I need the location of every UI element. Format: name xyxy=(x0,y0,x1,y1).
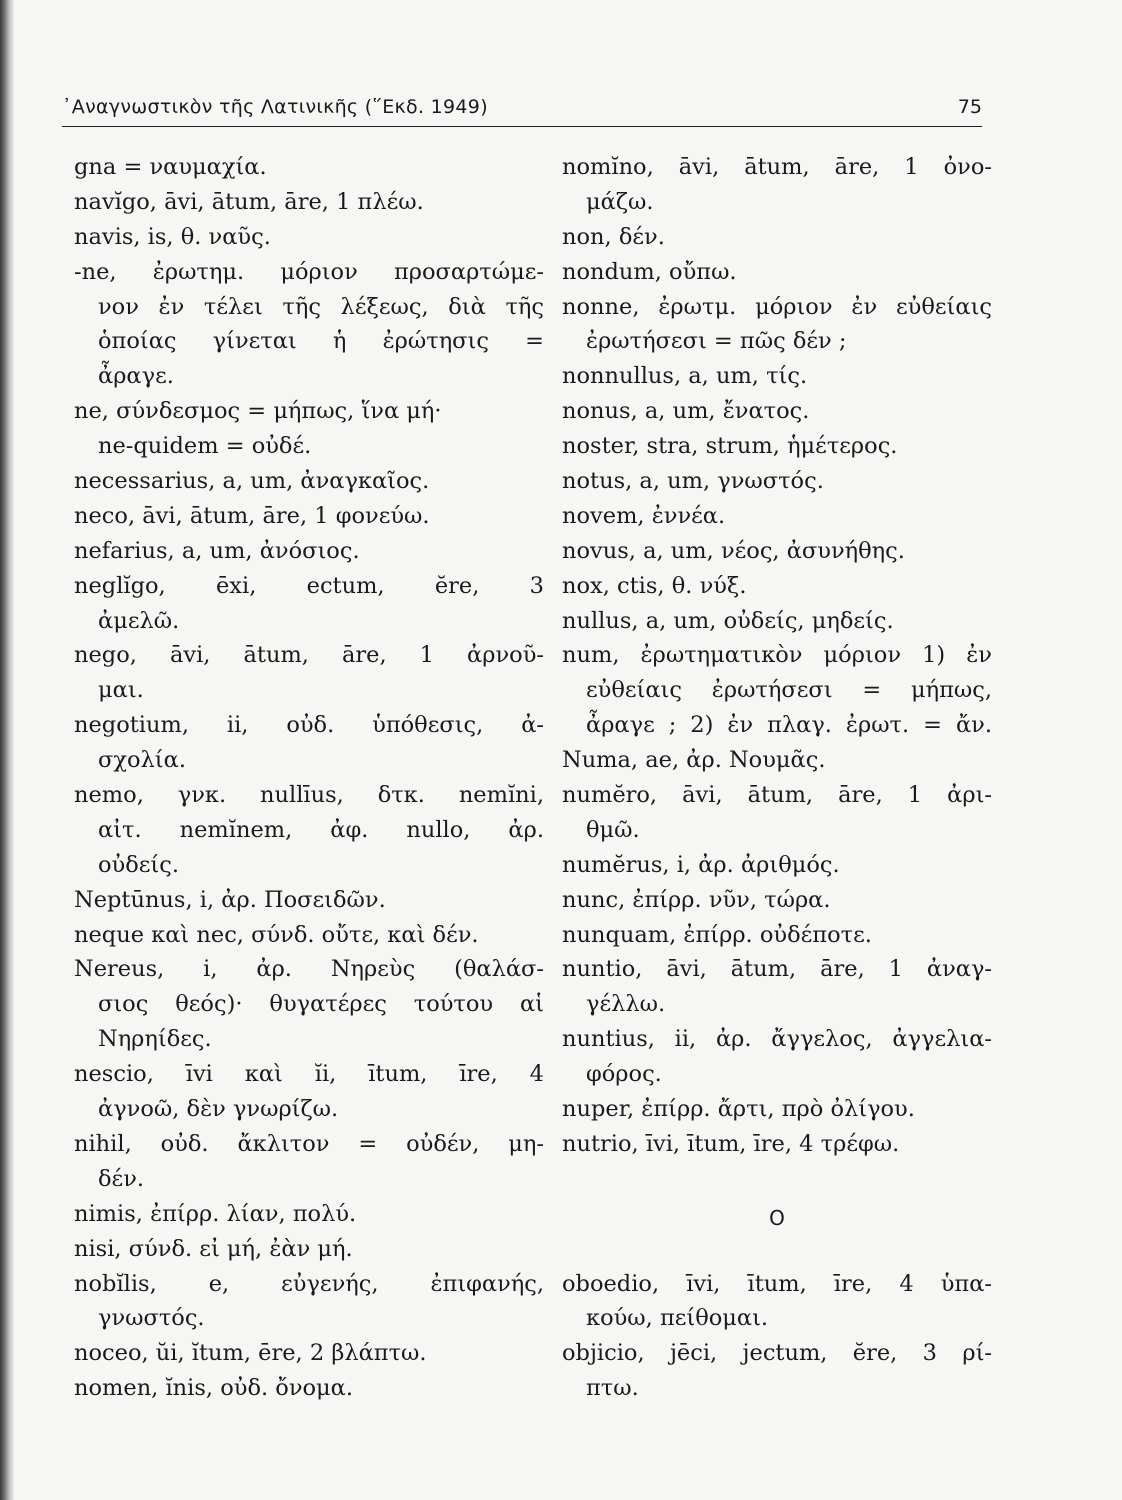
entry-line: nutrio, īvi, ītum, īre, 4 τρέφω. xyxy=(562,1130,900,1157)
entry-line: novem, ἐννέα. xyxy=(562,502,726,529)
entry-line: nuntio, āvi, ātum, āre, 1 ἀναγ- xyxy=(562,956,992,983)
entry-line: ἀμελῶ. xyxy=(98,607,180,634)
entry-line: πτω. xyxy=(586,1375,639,1402)
entry-line: nefarius, a, um, ἀνόσιος. xyxy=(74,537,360,564)
blank-line xyxy=(562,1232,992,1267)
running-header xyxy=(62,94,982,127)
entry-line: nomĭno, āvi, ātum, āre, 1 ὀνο- xyxy=(562,154,992,180)
entry-line: gna = ναυμαχία. xyxy=(74,154,267,180)
entry-line: nullus, a, um, οὐδείς, μηδείς. xyxy=(562,607,894,634)
entry-line: -ne, ἐρωτημ. μόριον προσαρτώμε- xyxy=(74,258,544,285)
header-title: ᾿Αναγνωστικὸν τῆς Λατινικῆς (῞Εκδ. 1949) xyxy=(62,96,488,118)
entry-line: σχολία. xyxy=(98,747,186,774)
entry-line: nimis, ἐπίρρ. λίαν, πολύ. xyxy=(74,1200,357,1227)
entry-line: nonus, a, um, ἔνατος. xyxy=(562,398,810,425)
entry-line: Numa, ae, ἀρ. Νουμᾶς. xyxy=(562,747,826,774)
entry-line: nescio, īvi καὶ ĭi, ītum, īre, 4 xyxy=(74,1061,544,1088)
entry-line: Nereus, i, ἀρ. Νηρεὺς (θαλάσ- xyxy=(74,956,544,983)
entry-line: neque καὶ nec, σύνδ. οὔτε, καὶ δέν. xyxy=(74,921,479,948)
entry-line: μάζω. xyxy=(586,188,654,215)
entry-line: ἆραγε ; 2) ἐν πλαγ. ἐρωτ. = ἄν. xyxy=(586,712,992,739)
entry-line: notus, a, um, γνωστός. xyxy=(562,468,824,495)
entry-line: objicio, jēci, jectum, ĕre, 3 ρί- xyxy=(562,1340,992,1367)
entry-line: ἆραγε. xyxy=(98,363,174,390)
entry-line: nunquam, ἐπίρρ. οὐδέποτε. xyxy=(562,921,872,948)
entry-line: noster, stra, strum, ἡμέτερος. xyxy=(562,433,898,460)
entry-line: Neptūnus, i, ἀρ. Ποσειδῶν. xyxy=(74,886,386,913)
entry-line: γέλλω. xyxy=(586,991,666,1018)
entry-line: ἐρωτήσεσι = πῶς δέν ; xyxy=(586,328,847,355)
entry-line: neco, āvi, ātum, āre, 1 φονεύω. xyxy=(74,502,430,529)
entry-line: nunc, ἐπίρρ. νῦν, τώρα. xyxy=(562,886,831,913)
entry-line: noceo, ŭi, ĭtum, ēre, 2 βλάπτω. xyxy=(74,1340,427,1367)
page-number: 75 xyxy=(957,96,982,118)
entry-line: γνωστός. xyxy=(98,1305,205,1332)
entry-line: nomen, ĭnis, οὐδ. ὄνομα. xyxy=(74,1375,354,1402)
entry-line: necessarius, a, um, ἀναγκαῖος. xyxy=(74,468,430,495)
entry-line: nego, āvi, ātum, āre, 1 ἀρνοῦ- xyxy=(74,642,544,669)
entry-line: νον ἐν τέλει τῆς λέξεως, διὰ τῆς xyxy=(98,293,544,320)
section-letter: O xyxy=(769,1205,785,1230)
entry-line: nisi, σύνδ. εἰ μή, ἐὰν μή. xyxy=(74,1235,353,1262)
entry-line: numĕrus, i, ἀρ. ἀριθμός. xyxy=(562,851,840,878)
entry-line: nox, ctis, θ. νύξ. xyxy=(562,572,747,599)
entry-line: nuper, ἐπίρρ. ἄρτι, πρὸ ὀλίγου. xyxy=(562,1096,915,1123)
entry-line: nonne, ἐρωτμ. μόριον ἐν εὐθείαις xyxy=(562,293,992,320)
entry-line: ἀγνοῶ, δὲν γνωρίζω. xyxy=(98,1096,339,1123)
entry-line: δέν. xyxy=(98,1165,145,1192)
entry-line: θμῶ. xyxy=(586,816,640,843)
entry-line: neglĭgo, ēxi, ectum, ĕre, 3 xyxy=(74,572,544,599)
entry-line: αἰτ. nemĭnem, ἀφ. nullo, ἀρ. xyxy=(98,816,544,843)
entry-line: nobĭlis, e, εὐγενής, ἐπιφανής, xyxy=(74,1270,544,1297)
entry-line: ne, σύνδεσμος = μήπως, ἵνα μή· xyxy=(74,398,442,425)
left-column xyxy=(74,150,544,1406)
entry-line: φόρος. xyxy=(586,1061,662,1088)
entry-line: σιος θεός)· θυγατέρες τούτου αἱ xyxy=(98,991,544,1018)
right-column xyxy=(562,150,992,1406)
book-binding-edge xyxy=(0,0,14,1500)
entry-line: nonnullus, a, um, τίς. xyxy=(562,363,808,390)
entry-line: κούω, πείθομαι. xyxy=(586,1305,769,1332)
entry-line: nihil, οὐδ. ἄκλιτον = οὐδέν, μη- xyxy=(74,1130,544,1157)
entry-line: nuntius, ii, ἀρ. ἄγγελος, ἀγγελια- xyxy=(562,1026,992,1053)
entry-line: negotium, ii, οὐδ. ὑπόθεσις, ἀ- xyxy=(74,712,544,739)
entry-line: numĕro, āvi, ātum, āre, 1 ἀρι- xyxy=(562,782,992,809)
entry-line: Νηρηίδες. xyxy=(98,1026,212,1053)
entry-line: ὁποίας γίνεται ἡ ἐρώτησις = xyxy=(98,328,544,355)
entry-line: μαι. xyxy=(98,677,144,704)
entry-line: οὐδείς. xyxy=(98,851,180,878)
entry-line: nondum, οὔπω. xyxy=(562,258,737,285)
entry-line: ne-quidem = οὐδέ. xyxy=(98,433,312,460)
blank-line xyxy=(562,1162,992,1197)
entry-line: navĭgo, āvi, ātum, āre, 1 πλέω. xyxy=(74,188,424,215)
entry-line: novus, a, um, νέος, ἀσυνήθης. xyxy=(562,537,905,564)
entry-line: non, δέν. xyxy=(562,223,665,250)
entry-line: nemo, γνκ. nullīus, δτκ. nemĭni, xyxy=(74,782,544,809)
entry-line: navis, is, θ. ναῦς. xyxy=(74,223,271,250)
entry-line: εὐθείαις ἐρωτήσεσι = μήπως, xyxy=(586,677,992,704)
entry-line: oboedio, īvi, ītum, īre, 4 ὑπα- xyxy=(562,1270,992,1297)
entry-line: num, ἐρωτηματικὸν μόριον 1) ἐν xyxy=(562,642,992,669)
